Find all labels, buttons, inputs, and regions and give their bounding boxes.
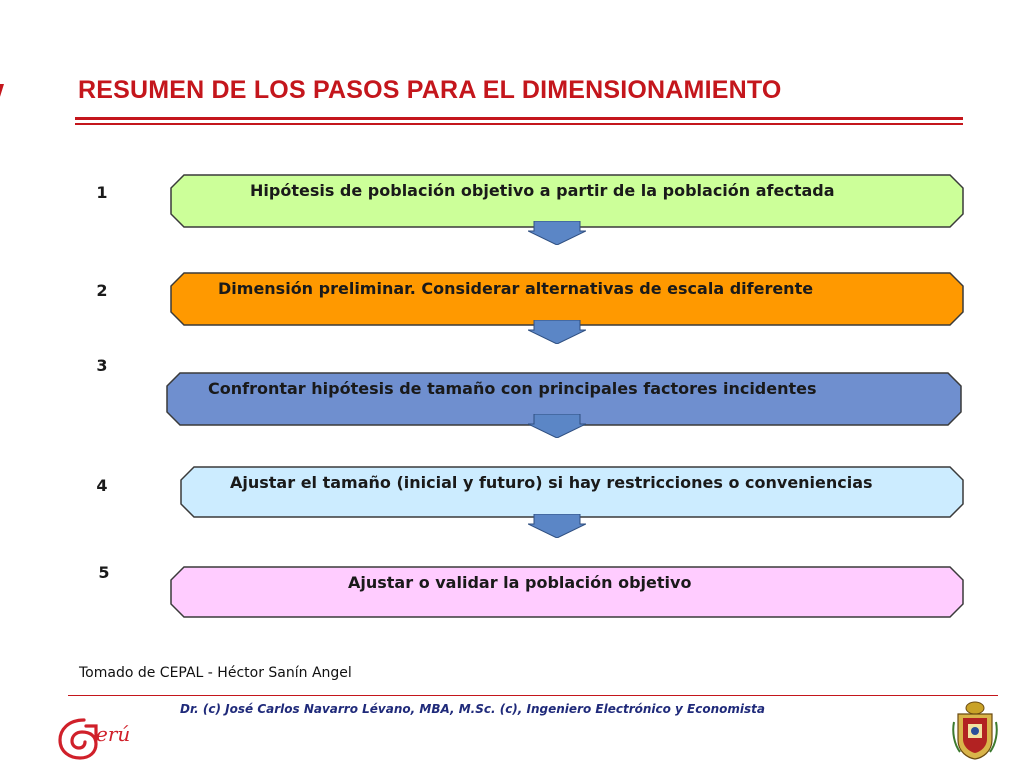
step-number-2: 2 [96, 281, 108, 300]
page-title: RESUMEN DE LOS PASOS PARA EL DIMENSIONAMIENTO [78, 76, 782, 104]
step-number-4: 4 [96, 476, 108, 495]
step-number-3: 3 [96, 356, 108, 375]
source-citation: Tomado de CEPAL - Héctor Sanín Angel [79, 665, 352, 681]
university-crest-icon [952, 700, 998, 760]
step-box-2 [170, 272, 964, 326]
title-underline [75, 117, 963, 120]
down-arrow-icon [528, 221, 586, 245]
step-number-5: 5 [98, 563, 110, 582]
down-arrow-icon [528, 414, 586, 438]
author-credit: Dr. (c) José Carlos Navarro Lévano, MBA, M.Sc. (c), Ingeniero Electrónico y Economista [180, 702, 765, 716]
down-arrow-icon [528, 320, 586, 344]
down-arrow-icon [528, 514, 586, 538]
step-box-4 [180, 466, 964, 518]
left-edge-mark [0, 84, 4, 100]
step-box-1 [170, 174, 964, 228]
footer-divider [68, 695, 998, 696]
title-underline-secondary [75, 123, 963, 125]
step-label-5: Ajustar o validar la población objetivo [348, 573, 692, 592]
step-label-3: Confrontar hipótesis de tamaño con principales factores incidentes [208, 379, 817, 398]
step-label-1: Hipótesis de población objetivo a partir de la población afectada [250, 181, 835, 200]
peru-logo-text: erú [96, 722, 131, 746]
step-label-2: Dimensión preliminar. Considerar alternativas de escala diferente [218, 279, 814, 298]
step-number-1: 1 [96, 183, 108, 202]
step-box-5 [170, 566, 964, 618]
step-label-4: Ajustar el tamaño (inicial y futuro) si hay restricciones o conveniencias [230, 473, 873, 492]
